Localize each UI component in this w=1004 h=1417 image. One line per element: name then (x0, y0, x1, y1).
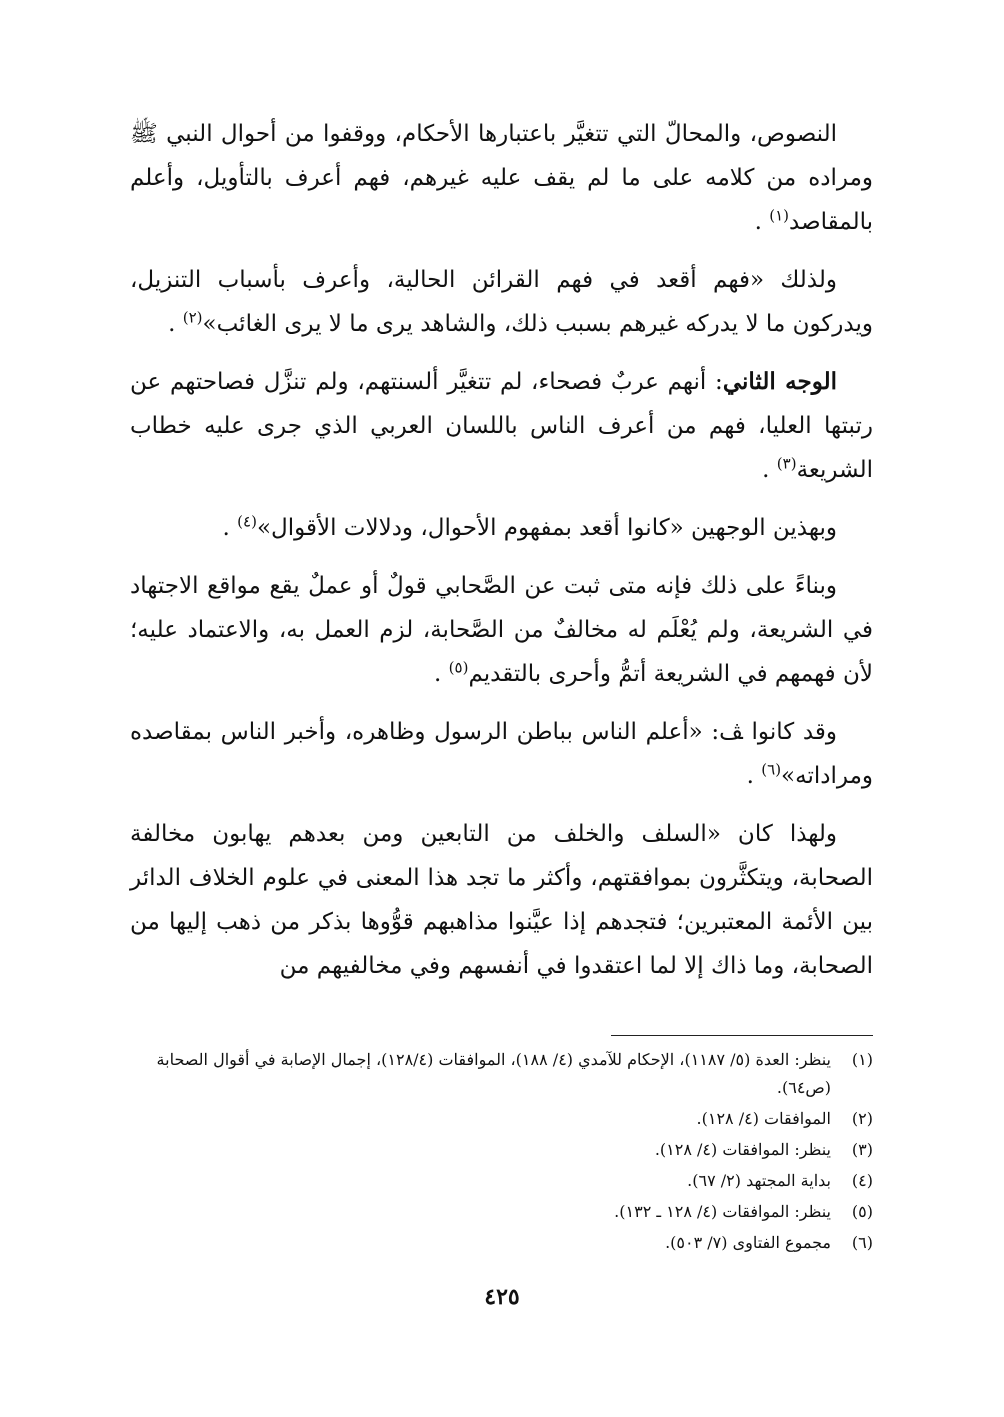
footnote-1 (130, 1046, 873, 1102)
footnote-ref-2: (٢) (182, 308, 203, 327)
paragraph-2-text: ولذلك «فهم أقعد في فهم القرائن الحالية، وأعرف بأسباب التنزيل، ويدركون ما لا يدركه غيرهم بسبب ذلك، والشاهد يرى ما لا يرى الغائب» (130, 267, 873, 337)
footnote-number: (١) (851, 1050, 873, 1069)
footnote-2 (130, 1105, 873, 1133)
paragraph-5-end: . (434, 661, 449, 687)
paragraph-1-text: النصوص، والمحالّ التي تتغيَّر باعتبارها الأحكام، ووقفوا من أحوال النبي ﷺ ومراده من كلامه على ما لم يقف عليه غيرهم، فهم أعرف بالتأويل، وأعلم بالمقاصد (130, 121, 873, 235)
paragraph-2 (130, 258, 873, 346)
footnote-4 (130, 1167, 873, 1195)
footnote-ref-4: (٤) (237, 512, 257, 531)
footnote-number: (٥) (851, 1202, 873, 1221)
footnote-text: ينظر: العدة (٥/ ١١٨٧)، الإحكام للآمدي (٤/ ١٨٨)، الموافقات (١٢٨/٤)، إجمال الإصابة في أقوال الصحابة (ص٦٤). (156, 1050, 831, 1097)
footnote-5 (130, 1198, 873, 1226)
footnote-ref-1: (١) (769, 206, 790, 225)
footnote-ref-5: (٥) (448, 658, 469, 677)
paragraph-4 (130, 506, 873, 550)
page-number: ٤٢٥ (484, 1284, 520, 1310)
paragraph-4-end: . (222, 515, 238, 541)
paragraph-3-end: . (762, 457, 777, 483)
paragraph-6-end: . (746, 763, 762, 789)
footnote-separator (611, 1035, 873, 1036)
paragraph-2-end: . (168, 311, 183, 337)
paragraph-3 (130, 360, 873, 492)
paragraph-3-text: : أنهم عربٌ فصحاء، لم تتغيَّر ألسنتهم، ولم تنزَّل فصاحتهم عن رتبتها العليا، فهم من أعرف الناس باللسان العربي الذي جرى عليه خطاب الشريعة (130, 369, 873, 483)
paragraph-6 (130, 710, 873, 798)
footnote-6 (130, 1229, 873, 1257)
footnote-ref-3: (٣) (776, 454, 797, 473)
footnote-3 (130, 1136, 873, 1164)
paragraph-5-text: وبناءً على ذلك فإنه متى ثبت عن الصَّحابي قولٌ أو عملٌ يقع مواقع الاجتهاد في الشريعة، ولم يُعْلَم له مخالفٌ من الصَّحابة، لزم العمل به، والاعتماد عليه؛ لأن فهمهم في الشريعة أتمُّ وأحرى بالتقديم (130, 573, 873, 687)
footnote-text: مجموع الفتاوى (٧/ ٥٠٣). (665, 1233, 831, 1252)
footnote-text: ينظر: الموافقات (٤/ ١٢٨). (654, 1140, 831, 1159)
footnote-text: الموافقات (٤/ ١٢٨). (696, 1109, 831, 1128)
paragraph-1 (130, 112, 873, 244)
footnotes (130, 1046, 873, 1260)
footnote-text: ينظر: الموافقات (٤/ ١٢٨ ـ ١٣٢). (614, 1202, 831, 1221)
footnote-number: (٢) (851, 1109, 873, 1128)
paragraph-7-text: ولهذا كان «السلف والخلف من التابعين ومن بعدهم يهابون مخالفة الصحابة، ويتكثَّرون بموافقتهم، وأكثر ما تجد هذا المعنى في علوم الخلاف الدائر بين الأئمة المعتبرين؛ فتجدهم إذا عيَّنوا مذاهبهم قوُّوها بذكر من ذهب إليها من الصحابة، وما ذاك إلا لما اعتقدوا في أنفسهم وفي مخالفيهم من (130, 821, 873, 979)
paragraph-1-end: . (754, 209, 770, 235)
paragraph-5 (130, 564, 873, 696)
main-text (130, 112, 873, 1002)
footnote-ref-6: (٦) (761, 760, 782, 779)
paragraph-3-lead: الوجه الثاني (722, 368, 837, 395)
footnote-number: (٣) (851, 1140, 873, 1159)
paragraph-4-text: وبهذين الوجهين «كانوا أقعد بمفهوم الأحوال، ودلالات الأقوال» (256, 515, 837, 541)
footnote-number: (٦) (851, 1233, 873, 1252)
footnote-number: (٤) (851, 1171, 873, 1190)
paragraph-7 (130, 812, 873, 988)
paragraph-6-text: وقد كانوا ﭫ: «أعلم الناس بباطن الرسول وظاهره، وأخبر الناس بمقاصده ومراداته» (130, 719, 873, 789)
footnote-text: بداية المجتهد (٢/ ٦٧). (687, 1171, 831, 1190)
